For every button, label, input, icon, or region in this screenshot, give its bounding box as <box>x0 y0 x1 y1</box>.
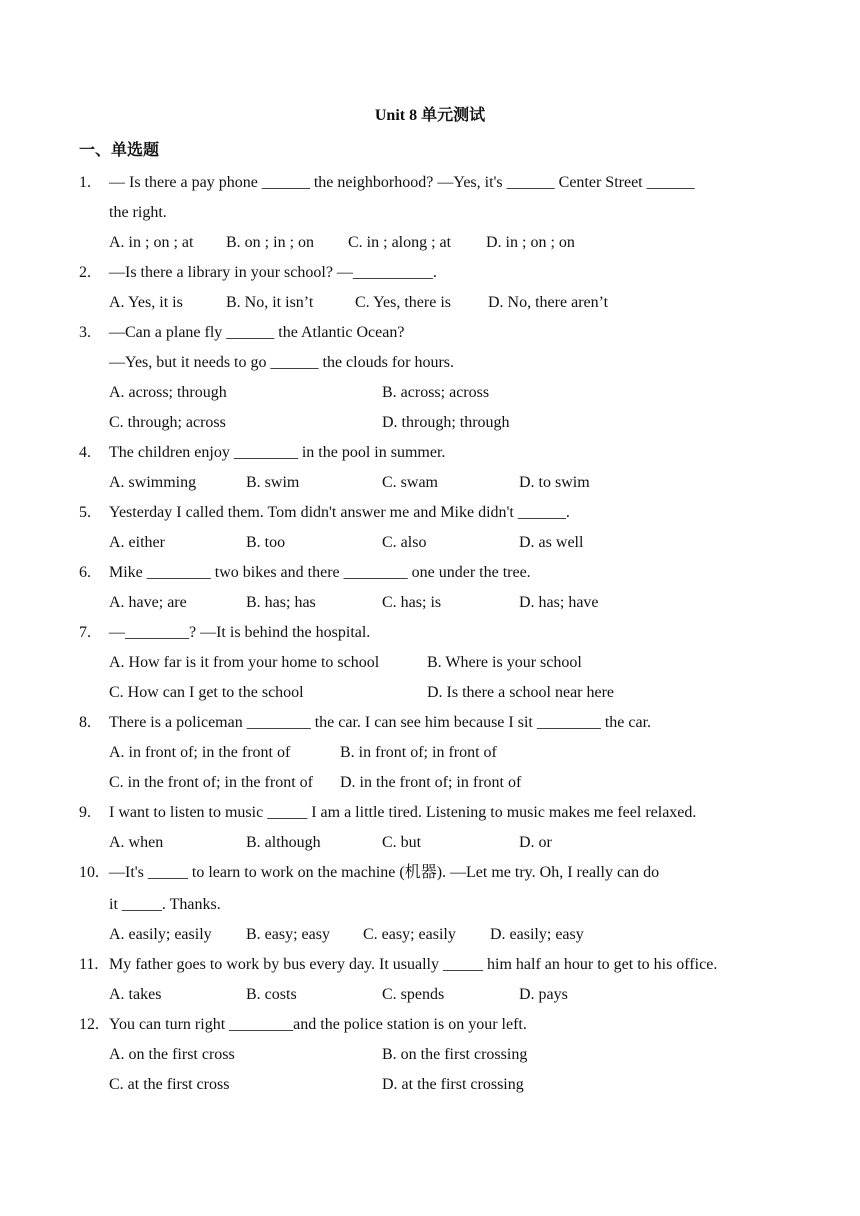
answer-option[interactable]: B. easy; easy <box>246 926 330 943</box>
question-number: 1. <box>79 174 91 191</box>
answer-option[interactable]: D. or <box>519 834 552 851</box>
question-item <box>79 950 779 1010</box>
answer-option[interactable]: B. in front of; in front of <box>340 744 497 761</box>
question-stem-continuation <box>79 890 779 920</box>
answer-option[interactable]: C. How can I get to the school <box>109 684 304 701</box>
question-item <box>79 708 779 798</box>
answer-option[interactable]: D. Is there a school near here <box>427 684 615 701</box>
answer-option[interactable]: B. has; has <box>246 594 316 611</box>
question-text: —Is there a library in your school? —__________. <box>109 264 437 281</box>
question-text: —It's _____ to learn to work on the machine (机器). —Let me try. Oh, I really can do <box>109 864 660 881</box>
answer-option[interactable]: A. when <box>109 834 164 851</box>
question-number: 6. <box>79 564 91 581</box>
answer-option[interactable]: C. through; across <box>109 414 226 431</box>
answer-option[interactable]: A. in ; on ; at <box>109 234 194 251</box>
question-stem-line <box>79 1010 779 1040</box>
answer-option[interactable]: A. swimming <box>109 474 197 491</box>
question-item <box>79 858 779 950</box>
answer-option[interactable]: C. swam <box>382 474 438 491</box>
answer-option[interactable]: B. across; across <box>382 384 490 401</box>
answer-option[interactable]: D. at the first crossing <box>382 1076 524 1093</box>
question-stem-line <box>79 558 779 588</box>
options-row <box>79 228 779 258</box>
question-number: 4. <box>79 444 91 461</box>
question-number: 7. <box>79 624 91 641</box>
question-stem-line <box>79 858 779 890</box>
options-row <box>79 1070 779 1100</box>
question-stem-line <box>79 798 779 828</box>
question-item <box>79 798 779 858</box>
question-text: My father goes to work by bus every day. It usually _____ him half an hour to get to his office. <box>109 956 718 973</box>
question-number: 8. <box>79 714 91 731</box>
question-number: 11. <box>79 956 99 973</box>
question-text: —Can a plane fly ______ the Atlantic Ocean? <box>109 324 405 341</box>
question-item <box>79 618 779 708</box>
question-stem-line <box>79 318 779 348</box>
section-heading: 一、单选题 <box>79 140 160 159</box>
question-text: There is a policeman ________ the car. I can see him because I sit ________ the car. <box>109 714 652 731</box>
question-text: —Yes, but it needs to go ______ the clouds for hours. <box>109 354 455 371</box>
question-number: 2. <box>79 264 91 281</box>
answer-option[interactable]: C. in the front of; in the front of <box>109 774 313 791</box>
options-row <box>79 378 779 408</box>
document-title: Unit 8 单元测试 <box>374 107 486 124</box>
answer-option[interactable]: C. also <box>382 534 427 551</box>
answer-option[interactable]: B. on ; in ; on <box>226 234 315 251</box>
question-item <box>79 1010 779 1100</box>
answer-option[interactable]: C. in ; along ; at <box>348 234 452 251</box>
answer-option[interactable]: C. but <box>382 834 422 851</box>
question-stem-line <box>79 168 779 198</box>
options-row <box>79 980 779 1010</box>
question-text: — Is there a pay phone ______ the neighborhood? —Yes, it's ______ Center Street ______ <box>109 174 695 191</box>
answer-option[interactable]: D. to swim <box>519 474 590 491</box>
answer-option[interactable]: A. takes <box>109 986 162 1003</box>
options-row <box>79 738 779 768</box>
options-row <box>79 828 779 858</box>
question-text: it _____. Thanks. <box>109 896 221 913</box>
answer-option[interactable]: A. have; are <box>109 594 187 611</box>
answer-option[interactable]: B. swim <box>246 474 300 491</box>
options-row <box>79 588 779 618</box>
question-number: 12. <box>79 1016 99 1033</box>
answer-option[interactable]: D. in ; on ; on <box>486 234 575 251</box>
options-row <box>79 648 779 678</box>
question-item <box>79 438 779 498</box>
question-number: 5. <box>79 504 91 521</box>
answer-option[interactable]: A. either <box>109 534 165 551</box>
answer-option[interactable]: C. Yes, there is <box>355 294 452 311</box>
question-item <box>79 168 779 258</box>
answer-option[interactable]: D. pays <box>519 986 568 1003</box>
question-stem-continuation <box>79 348 779 378</box>
answer-option[interactable]: A. Yes, it is <box>109 294 183 311</box>
question-text: —________? —It is behind the hospital. <box>109 624 371 641</box>
question-item <box>79 318 779 438</box>
answer-option[interactable]: B. Where is your school <box>427 654 582 671</box>
question-text: The children enjoy ________ in the pool in summer. <box>109 444 446 461</box>
options-row <box>79 288 779 318</box>
answer-option[interactable]: D. as well <box>519 534 584 551</box>
answer-option[interactable]: C. at the first cross <box>109 1076 230 1093</box>
answer-option[interactable]: A. on the first cross <box>109 1046 235 1063</box>
question-stem-line <box>79 258 779 288</box>
question-item <box>79 558 779 618</box>
options-row <box>79 768 779 798</box>
answer-option[interactable]: A. How far is it from your home to school <box>109 654 380 671</box>
answer-option[interactable]: D. through; through <box>382 414 510 431</box>
answer-option[interactable]: C. easy; easily <box>363 926 456 943</box>
answer-option[interactable]: C. spends <box>382 986 445 1003</box>
answer-option[interactable]: A. easily; easily <box>109 926 212 943</box>
question-stem-continuation <box>79 198 779 228</box>
answer-option[interactable]: B. No, it isn’t <box>226 294 314 311</box>
question-text: I want to listen to music _____ I am a little tired. Listening to music makes me feel relaxed. <box>109 804 697 821</box>
answer-option[interactable]: D. in the front of; in front of <box>340 774 522 791</box>
answer-option[interactable]: D. has; have <box>519 594 599 611</box>
answer-option[interactable]: D. No, there aren’t <box>488 294 609 311</box>
question-number: 9. <box>79 804 91 821</box>
question-stem-line <box>79 498 779 528</box>
options-row <box>79 678 779 708</box>
answer-option[interactable]: A. in front of; in the front of <box>109 744 291 761</box>
question-text: Yesterday I called them. Tom didn't answer me and Mike didn't ______. <box>109 504 570 521</box>
options-row <box>79 528 779 558</box>
question-item <box>79 258 779 318</box>
question-stem-line <box>79 438 779 468</box>
options-row <box>79 1040 779 1070</box>
question-text: the right. <box>109 204 167 221</box>
answer-option[interactable]: B. too <box>246 534 286 551</box>
question-stem-line <box>79 708 779 738</box>
question-item <box>79 498 779 558</box>
answer-option[interactable]: B. costs <box>246 986 297 1003</box>
question-stem-line <box>79 950 779 980</box>
answer-option[interactable]: C. has; is <box>382 594 442 611</box>
question-stem-line <box>79 618 779 648</box>
options-row <box>79 920 779 950</box>
answer-option[interactable]: B. although <box>246 834 321 851</box>
question-text: Mike ________ two bikes and there ________ one under the tree. <box>109 564 531 581</box>
options-row <box>79 408 779 438</box>
question-number: 10. <box>79 864 99 881</box>
answer-option[interactable]: B. on the first crossing <box>382 1046 528 1063</box>
answer-option[interactable]: A. across; through <box>109 384 227 401</box>
answer-option[interactable]: D. easily; easy <box>490 926 584 943</box>
options-row <box>79 468 779 498</box>
question-text: You can turn right ________and the police station is on your left. <box>109 1016 527 1033</box>
question-number: 3. <box>79 324 91 341</box>
